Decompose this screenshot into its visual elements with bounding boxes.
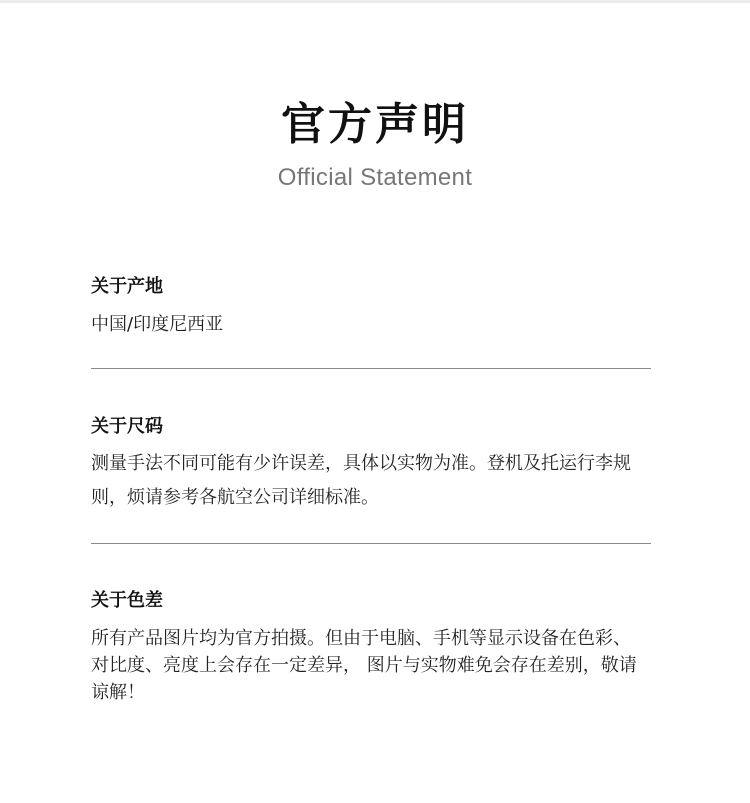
- section-size-body: 测量手法不同可能有少许误差，具体以实物为准。登机及托运行李规则，烦请参考各航空公司详细标准。: [91, 453, 631, 508]
- section-color-heading: 关于色差: [91, 590, 163, 611]
- page-title: 官方声明: [281, 99, 469, 150]
- top-border: [0, 0, 750, 3]
- section-origin-body: 中国/印度尼西亚: [91, 314, 224, 335]
- divider: [91, 543, 651, 544]
- section-origin: [91, 275, 651, 338]
- divider: [91, 368, 651, 369]
- page-subtitle: Official Statement: [277, 164, 473, 191]
- section-color-body: 所有产品图片均为官方拍摄。但由于电脑、手机等显示设备在色彩、 对比度、亮度上会存在一定差异， 图片与实物难免会存在差别，敬请谅解！: [91, 628, 637, 703]
- section-size-heading: 关于尺码: [91, 416, 163, 437]
- section-color: [91, 589, 651, 706]
- section-origin-heading: 关于产地: [91, 276, 163, 297]
- section-size: [91, 415, 651, 515]
